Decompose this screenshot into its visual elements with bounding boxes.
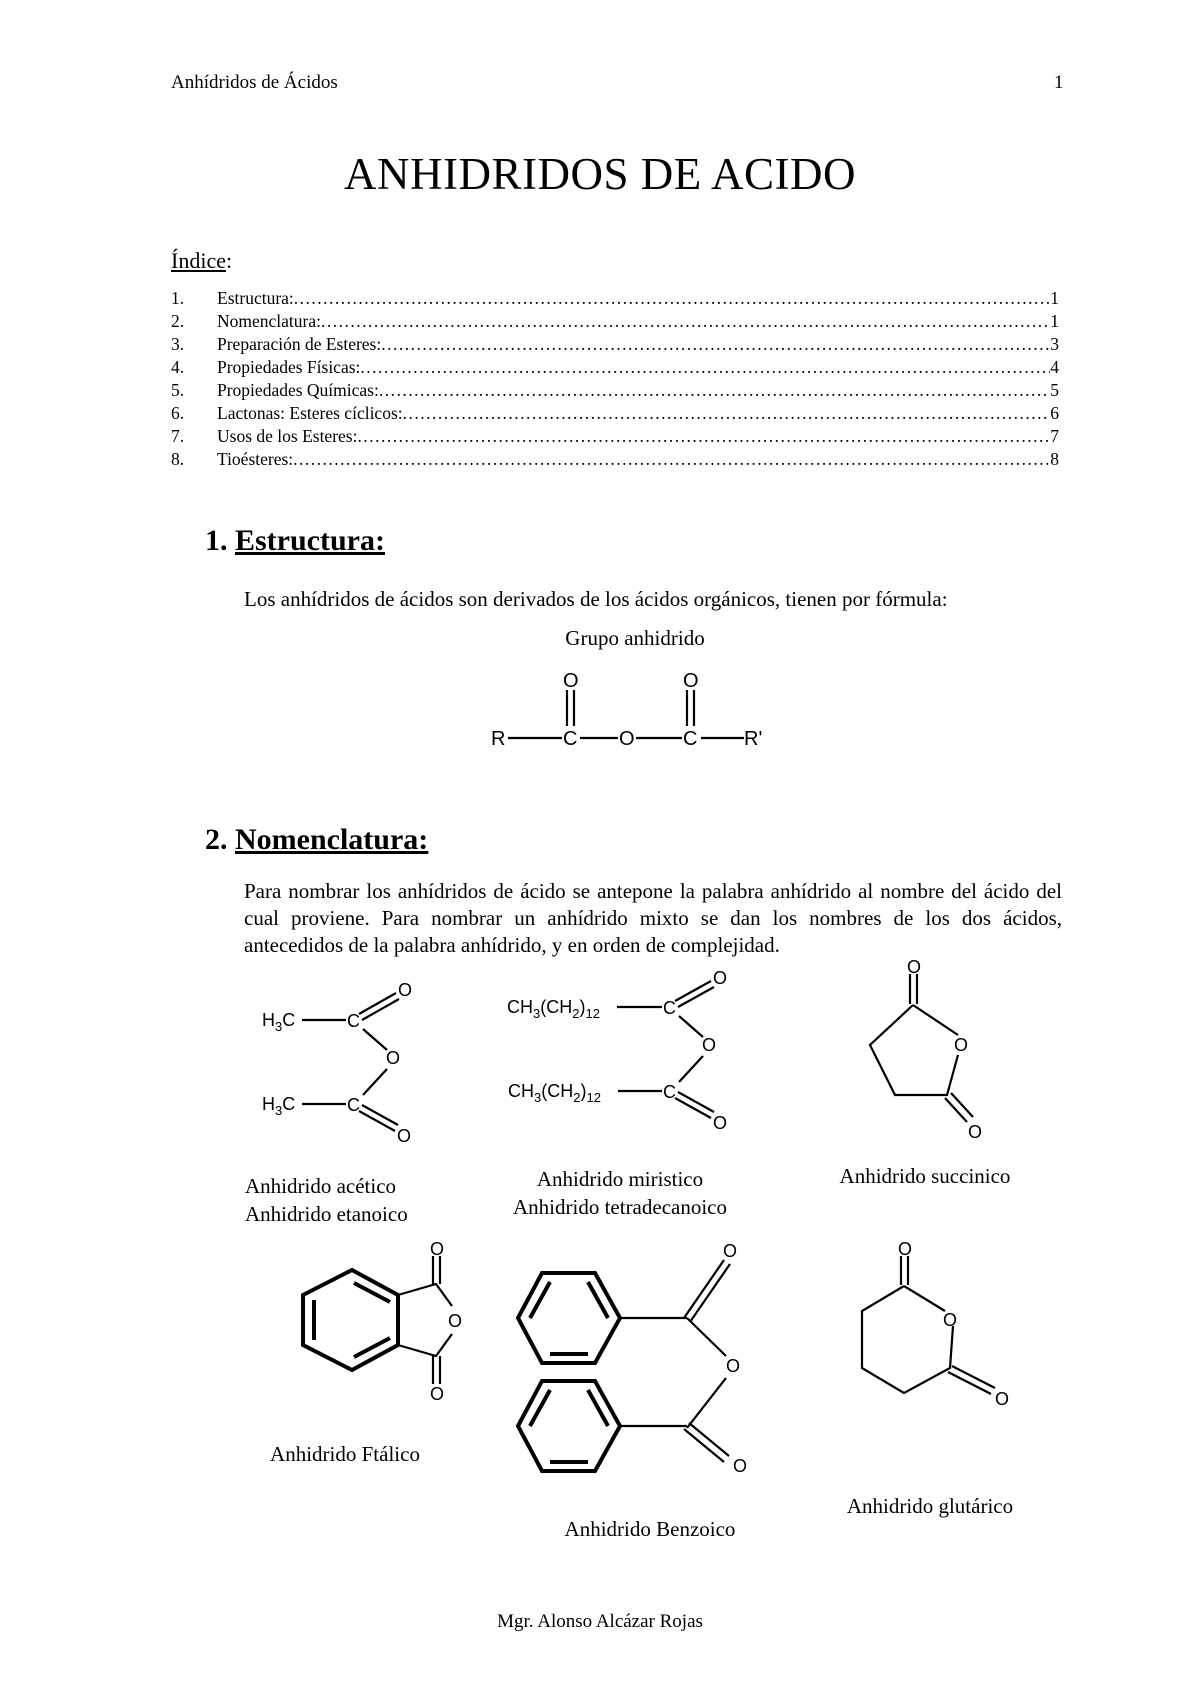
toc-item-lactonas[interactable] [171,403,1059,426]
toc-leader-dots [379,380,1050,401]
toc-item-text: Usos de los Esteres: [217,426,358,446]
myristic-anhydride-caption [470,1165,770,1221]
section-number: 2. [205,823,228,856]
toc-item-page: 4 [1050,357,1059,377]
atom-label: C [663,998,676,1018]
ring-bond [862,1286,953,1393]
atom-label: O [563,670,579,692]
atom-label: O [907,960,922,977]
acetic-anhydride-caption [245,1172,408,1228]
caption-line: Anhidrido etanoico [245,1202,408,1226]
section-heading-nomenclatura [205,823,428,857]
toc-item-number: 1. [171,288,185,308]
atom-label: R' [744,728,763,750]
atom-label: O [430,1384,445,1404]
toc-item-number: 3. [171,334,185,354]
bond [904,1286,945,1311]
atom-label: O [430,1240,445,1259]
atom-label: C [683,728,698,750]
toc-item-page: 7 [1050,426,1059,446]
bond [687,1378,726,1428]
index-label-text: Índice [171,248,226,273]
atom-label: C [563,728,578,750]
atom-label: O [713,1113,728,1133]
toc-item-number: 6. [171,403,185,423]
atom-label: O [398,980,413,1000]
caption-line: Anhidrido acético [245,1174,397,1198]
toc-item-preparacion[interactable] [171,334,1059,357]
succinic-anhydride-structure [850,960,1000,1145]
toc-item-number: 5. [171,380,185,400]
double-bond [945,1098,967,1122]
atom-label: O [968,1122,983,1142]
section-heading-estructura [205,524,385,558]
bond [398,1284,452,1306]
bond [687,1318,726,1356]
running-header-title: Anhídridos de Ácidos [171,72,338,93]
myristic-anhydride-structure [500,960,760,1145]
succinic-anhydride-caption: Anhidrido succinico [839,1164,1011,1188]
toc-item-text: Estructura: [217,288,294,308]
index-label-colon: : [225,248,233,273]
atom-label: O [397,1126,412,1146]
caption-line: Anhidrido tetradecanoico [513,1195,727,1219]
toc-leader-dots [293,449,1050,470]
atom-label: C [347,1095,360,1115]
toc-item-page: 8 [1050,449,1059,469]
toc-item-number: 8. [171,449,185,469]
atom-label: O [943,1310,958,1330]
section-number: 1. [205,524,228,557]
double-bond [690,1264,730,1322]
bond [679,1056,703,1082]
benzoic-anhydride-structure [500,1238,760,1473]
bond [679,1016,703,1037]
ring-bond [870,1005,958,1095]
benzene-ring [518,1381,620,1471]
toc-item-text: Tioésteres: [217,449,294,469]
toc-item-page: 6 [1050,403,1059,423]
toc-item-number: 2. [171,311,185,331]
bond [363,1029,387,1050]
atom-label: O [448,1311,463,1331]
atom-label: O [702,1035,717,1055]
toc-leader-dots [321,311,1050,332]
atom-label: O [954,1035,969,1055]
toc-item-nomenclatura[interactable] [171,311,1059,334]
section-paragraph-nomenclatura: Para nombrar los anhídridos de ácido se antepone la palabra anhídrido al nombre del ácido del cual proviene. Para nombrar un anhídrido mixto se dan los nombres de los dos ácidos, antecedidos de la palabra anhídrido, y en orden de complejidad. [244,879,1062,957]
toc-item-estructura[interactable] [171,288,1059,311]
toc-item-number: 4. [171,357,185,377]
toc-item-propiedades-fisicas[interactable] [171,357,1059,380]
phthalic-anhydride-caption: Anhidrido Ftálico [270,1442,420,1466]
section-title: Nomenclatura: [235,823,429,856]
atom-label: O [995,1389,1010,1409]
bond [363,1069,387,1095]
toc-leader-dots [381,334,1050,355]
toc-item-page: 3 [1050,334,1059,354]
page-title: ANHIDRIDOS DE ACIDO [344,149,856,199]
atom-label: $H_3C$ [262,1094,296,1118]
toc-item-page: 5 [1050,380,1059,400]
footer-author: Mgr. Alonso Alcázar Rojas [497,1611,703,1632]
index-label [171,248,232,274]
toc-leader-dots [403,403,1051,424]
atom-label: R [491,728,506,750]
toc-leader-dots [360,357,1050,378]
toc-leader-dots [357,426,1050,447]
toc-item-number: 7. [171,426,185,446]
toc-item-text: Preparación de Esteres: [217,334,382,354]
toc-item-text: Propiedades Físicas: [217,357,361,377]
benzoic-anhydride-caption: Anhidrido Benzoico [564,1517,736,1541]
benzene-ring [518,1273,620,1363]
atom-label: O [723,1241,738,1261]
atom-label: O [733,1456,748,1473]
double-bond [951,1093,973,1117]
atom-label: $CH_3(CH_2)_{12}$ [507,997,600,1021]
toc-item-text: Nomenclatura: [217,311,321,331]
section-paragraph-estructura: Los anhídridos de ácidos son derivados de los ácidos orgánicos, tienen por fórmula: [244,587,948,611]
phthalic-anhydride-structure [240,1240,470,1425]
section-title: Estructura: [235,524,385,557]
toc-item-text: Propiedades Químicas: [217,380,379,400]
glutaric-anhydride-caption: Anhidrido glutárico [846,1494,1014,1518]
bond [398,1334,452,1356]
double-bond [684,1260,724,1318]
anhydride-group-diagram [480,660,800,760]
atom-label: O [898,1239,913,1259]
toc-item-usos[interactable] [171,426,1059,449]
toc-leader-dots [294,288,1050,309]
atom-label: $H_3C$ [262,1010,296,1034]
atom-label: O [713,968,728,988]
benzene-ring [303,1270,398,1370]
atom-label: O [619,728,635,750]
caption-line: Anhidrido miristico [536,1167,704,1191]
toc-item-text: Lactonas: Esteres cíclicos: [217,403,403,423]
toc-item-tioesteres[interactable] [171,449,1059,472]
atom-label: O [386,1048,401,1068]
acetic-anhydride-structure [250,965,440,1150]
bond [913,1005,958,1035]
running-header-page-number: 1 [1054,72,1064,93]
atom-label: O [683,670,699,692]
figure-caption-grupo-anhidrido: Grupo anhidrido [565,626,705,650]
atom-label: C [347,1011,360,1031]
toc-item-page: 1 [1050,288,1059,308]
atom-label: C [663,1082,676,1102]
glutaric-anhydride-structure [840,1238,1030,1438]
atom-label: $CH_3(CH_2)_{12}$ [508,1081,601,1105]
atom-label: O [726,1356,741,1376]
toc-item-propiedades-quimicas[interactable] [171,380,1059,403]
toc-item-page: 1 [1050,311,1059,331]
